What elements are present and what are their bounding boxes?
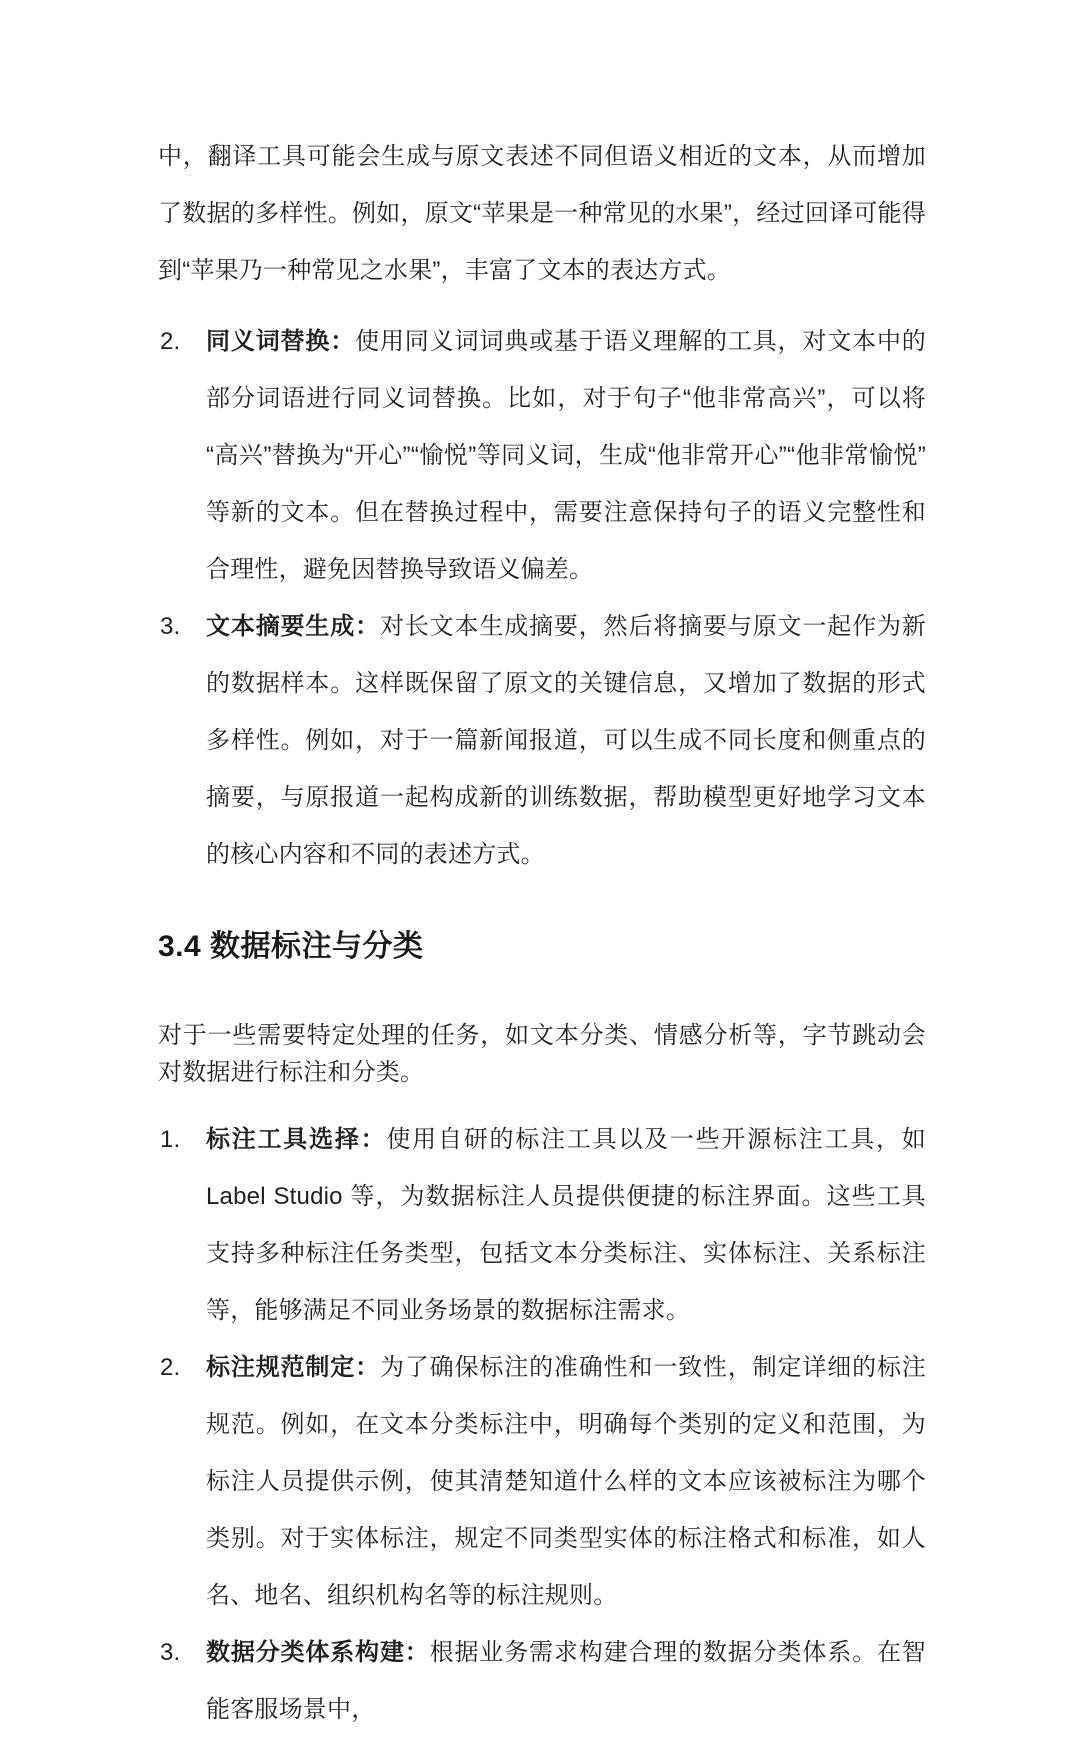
augmentation-method-list [158, 313, 926, 883]
list-item-text: 根据业务需求构建合理的数据分类体系。在智能客服场景中， [206, 1639, 926, 1723]
continued-paragraph: 中，翻译工具可能会生成与原文表述不同但语义相近的文本，从而增加了数据的多样性。例如，原文“苹果是一种常见的水果”，经过回译可能得到“苹果乃一种常见之水果”，丰富了文本的表达方式。 [158, 143, 926, 284]
list-item [158, 1624, 926, 1738]
annotation-practice-list [158, 1111, 926, 1738]
list-item-lead: 文本摘要生成 [206, 613, 356, 640]
list-item [158, 313, 926, 598]
spacer-after-heading [158, 967, 926, 1017]
list-marker: 1. [160, 1126, 181, 1153]
list-item-text: 使用同义词词典或基于语义理解的工具，对文本中的部分词语进行同义词替换。比如，对于句子“他非常高兴”，可以将“高兴”替换为“开心”“愉悦”等同义词，生成“他非常开心”“他非常愉悦”等新的文本。但在替换过程中，需要注意保持句子的语义完整性和合理性，避免因替换导致语义偏差。 [206, 328, 926, 583]
list-item-lead: 同义词替换 [206, 328, 331, 355]
list-marker: 3. [160, 1639, 181, 1666]
list-item [158, 1111, 926, 1339]
section-intro-paragraph: 对于一些需要特定处理的任务，如文本分类、情感分析等，字节跳动会对数据进行标注和分类。 [158, 1022, 926, 1086]
list-item-lead: 标注工具选择 [206, 1126, 361, 1153]
spacer-before-heading [158, 883, 926, 927]
list-marker: 2. [160, 1354, 181, 1381]
list-item [158, 598, 926, 883]
page-content [158, 128, 926, 1738]
list-marker: 2. [160, 328, 181, 355]
spacer-after-intro [158, 1091, 926, 1111]
list-item-text: 为了确保标注的准确性和一致性，制定详细的标注规范。例如，在文本分类标注中，明确每个类别的定义和范围，为标注人员提供示例，使其清楚知道什么样的文本应该被标注为哪个类别。对于实体标注，规定不同类型实体的标注格式和标准，如人名、地名、组织机构名等的标注规则。 [206, 1354, 927, 1609]
list-item-text: 使用自研的标注工具以及一些开源标注工具，如 Label Studio 等，为数据标注人员提供便捷的标注界面。这些工具支持多种标注任务类型，包括文本分类标注、实体标注、关系标注等，能够满足不同业务场景的数据标注需求。 [206, 1126, 927, 1324]
list-marker: 3. [160, 613, 181, 640]
list-item-colon: ： [355, 1354, 380, 1381]
list-item-colon: ： [330, 328, 356, 355]
list-item-lead: 标注规范制定 [206, 1354, 356, 1381]
list-item-text: 对长文本生成摘要，然后将摘要与原文一起作为新的数据样本。这样既保留了原文的关键信息，又增加了数据的形式多样性。例如，对于一篇新闻报道，可以生成不同长度和侧重点的摘要，与原报道一起构成新的训练数据，帮助模型更好地学习文本的核心内容和不同的表述方式。 [206, 613, 927, 868]
list-item-lead: 数据分类体系构建 [206, 1639, 405, 1666]
list-item-colon: ： [404, 1639, 430, 1666]
list-item [158, 1339, 926, 1624]
list-item-colon: ： [360, 1126, 387, 1153]
spacer-after-paragraph [158, 299, 926, 313]
section-heading: 3.4 数据标注与分类 [158, 930, 424, 963]
list-item-colon: ： [355, 613, 380, 640]
